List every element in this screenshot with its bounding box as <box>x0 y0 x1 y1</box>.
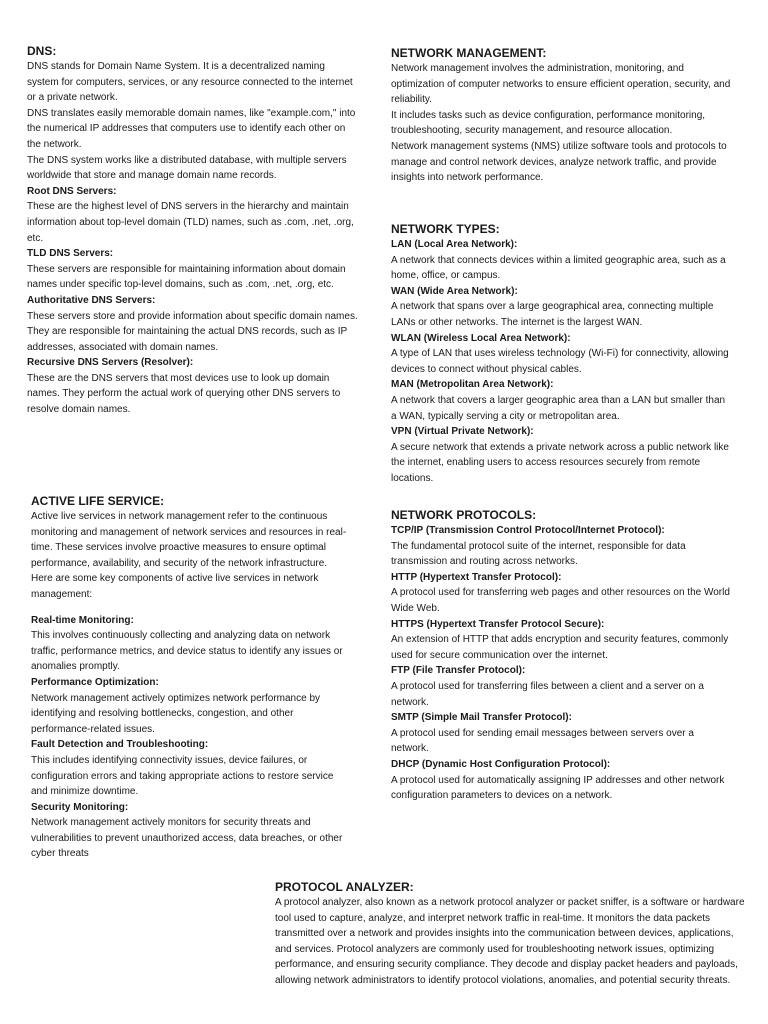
subheading: TLD DNS Servers: <box>27 248 114 260</box>
section-title: PROTOCOL ANALYZER: <box>275 880 414 894</box>
paragraph: These servers store and provide information about specific domain names. They are responsible for maintaining the actual DNS records, such as IP addresses, associated with domain names. <box>27 310 358 353</box>
paragraph: A network that connects devices within a limited geographic area, such as a home, office, or campus. <box>391 254 726 282</box>
subheading: Recursive DNS Servers (Resolver): <box>27 357 194 369</box>
subheading: SMTP (Simple Mail Transfer Protocol): <box>391 712 572 724</box>
paragraph: A protocol used for transferring web pages and other resources on the World Wide Web. <box>391 587 730 614</box>
section-title: NETWORK TYPES: <box>391 222 500 236</box>
subheading: MAN (Metropolitan Area Network): <box>391 379 554 391</box>
section-title: NETWORK PROTOCOLS: <box>391 508 537 522</box>
paragraph: A protocol analyzer, also known as a network protocol analyzer or packet sniffer, is a software or hardware tool used to capture, analyze, and interpret network traffic in real-time. It monitors the data packets transmitted over a network and provides insights into the communication between devices, applications, and services. Protocol analyzers are commonly used for troubleshooting network issues, optimizing performance, and ensuring security compliance. They decode and display packet headers and payloads, allowing network administrators to identify protocol violations, anomalies, and potential security threats. <box>275 897 745 986</box>
paragraph: Network management involves the administration, monitoring, and optimization of computer networks to ensure efficient operation, security, and reliability. <box>391 63 731 106</box>
subheading: Authoritative DNS Servers: <box>27 294 156 306</box>
subheading: Fault Detection and Troubleshooting: <box>31 739 209 751</box>
network-protocols-section <box>391 507 731 804</box>
paragraph: DNS translates easily memorable domain names, like "example.com," into the numerical IP addresses that computers use to identify each other on the network. <box>27 107 356 150</box>
subheading: Performance Optimization: <box>31 676 159 688</box>
subheading: VPN (Virtual Private Network): <box>391 426 534 438</box>
paragraph: These servers are responsible for maintaining information about domain names under specific top-level domains, such as .com, .net, .org, etc. <box>27 263 346 291</box>
subheading: DHCP (Dynamic Host Configuration Protocol): <box>391 758 611 770</box>
section-title: DNS: <box>27 44 57 58</box>
network-types-section <box>391 221 731 487</box>
paragraph: Network management actively optimizes network performance by identifying and resolving bottlenecks, congestion, and other performance-related issues. <box>31 692 321 735</box>
subheading: Root DNS Servers: <box>27 185 117 197</box>
subheading: WLAN (Wireless Local Area Network): <box>391 332 571 344</box>
paragraph: These are the DNS servers that most devices use to look up domain names. They perform the actual work of querying other DNS servers to resolve domain names. <box>27 372 341 416</box>
subheading: Real-time Monitoring: <box>31 614 134 626</box>
paragraph: A network that covers a larger geographic area than a LAN but smaller than a WAN, typically serving a city or metropolitan area. <box>391 394 726 422</box>
paragraph: This includes identifying connectivity issues, device failures, or configuration errors and taking appropriate actions to restore service and minimize downtime. <box>31 754 334 798</box>
subheading: WAN (Wide Area Network): <box>391 285 518 297</box>
subheading: HTTPS (Hypertext Transfer Protocol Secure): <box>391 618 605 630</box>
paragraph: DNS stands for Domain Name System. It is a decentralized naming system for computers, services, or any resource connected to the internet or a private network. <box>27 61 353 104</box>
paragraph: A protocol used for sending email messages between servers over a network. <box>391 727 694 755</box>
paragraph: A type of LAN that uses wireless technology (Wi-Fi) for connectivity, allowing devices to connect without physical cables. <box>391 348 729 375</box>
paragraph: Active live services in network management refer to the continuous monitoring and management of network services and resources in real-time. These services involve proactive measures to ensure optimal performance, availability, and security of the network infrastructure. Here are some key components of active live services in network management: <box>31 511 347 600</box>
section-title: NETWORK MANAGEMENT: <box>391 46 547 60</box>
network-management-section <box>391 45 731 186</box>
paragraph: Network management systems (NMS) utilize software tools and protocols to manage and control network devices, analyze network traffic, and provide insights into network performance. <box>391 140 727 184</box>
paragraph: The DNS system works like a distributed database, with multiple servers worldwide that store and manage domain name records. <box>27 154 347 182</box>
active-life-service-section <box>31 493 349 862</box>
subheading: LAN (Local Area Network): <box>391 239 518 250</box>
paragraph: These are the highest level of DNS servers in the hierarchy and maintain information about top-level domain (TLD) names, such as .com, .net, .org, etc. <box>27 201 354 244</box>
subheading: HTTP (Hypertext Transfer Protocol): <box>391 571 562 583</box>
paragraph: A protocol used for automatically assigning IP addresses and other network configuration parameters to devices on a network. <box>391 774 725 802</box>
dns-section <box>27 43 359 418</box>
paragraph: Network management actively monitors for security threats and vulnerabilities to prevent unauthorized access, data breaches, or other cyber threats <box>31 817 343 860</box>
paragraph: A secure network that extends a private network across a public network like the internet, enabling users to access resources securely from remote locations. <box>391 441 729 484</box>
paragraph: It includes tasks such as device configuration, performance monitoring, troubleshooting, security management, and resource allocation. <box>391 109 706 137</box>
protocol-analyzer-section <box>275 879 751 989</box>
section-title: ACTIVE LIFE SERVICE: <box>31 494 165 508</box>
paragraph: An extension of HTTP that adds encryption and security features, commonly used for secure communication over the internet. <box>391 634 729 661</box>
paragraph: This involves continuously collecting and analyzing data on network traffic, performance metrics, and device status to identify any issues or anomalies promptly. <box>31 630 343 673</box>
subheading: TCP/IP (Transmission Control Protocol/Internet Protocol): <box>391 525 665 536</box>
paragraph: The fundamental protocol suite of the internet, responsible for data transmission and routing across networks. <box>391 540 686 568</box>
paragraph: A protocol used for transferring files between a client and a server on a network. <box>391 680 704 708</box>
paragraph: A network that spans over a large geographical area, connecting multiple LANs or other networks. The internet is the largest WAN. <box>391 301 714 328</box>
subheading: Security Monitoring: <box>31 801 129 813</box>
subheading: FTP (File Transfer Protocol): <box>391 665 526 677</box>
